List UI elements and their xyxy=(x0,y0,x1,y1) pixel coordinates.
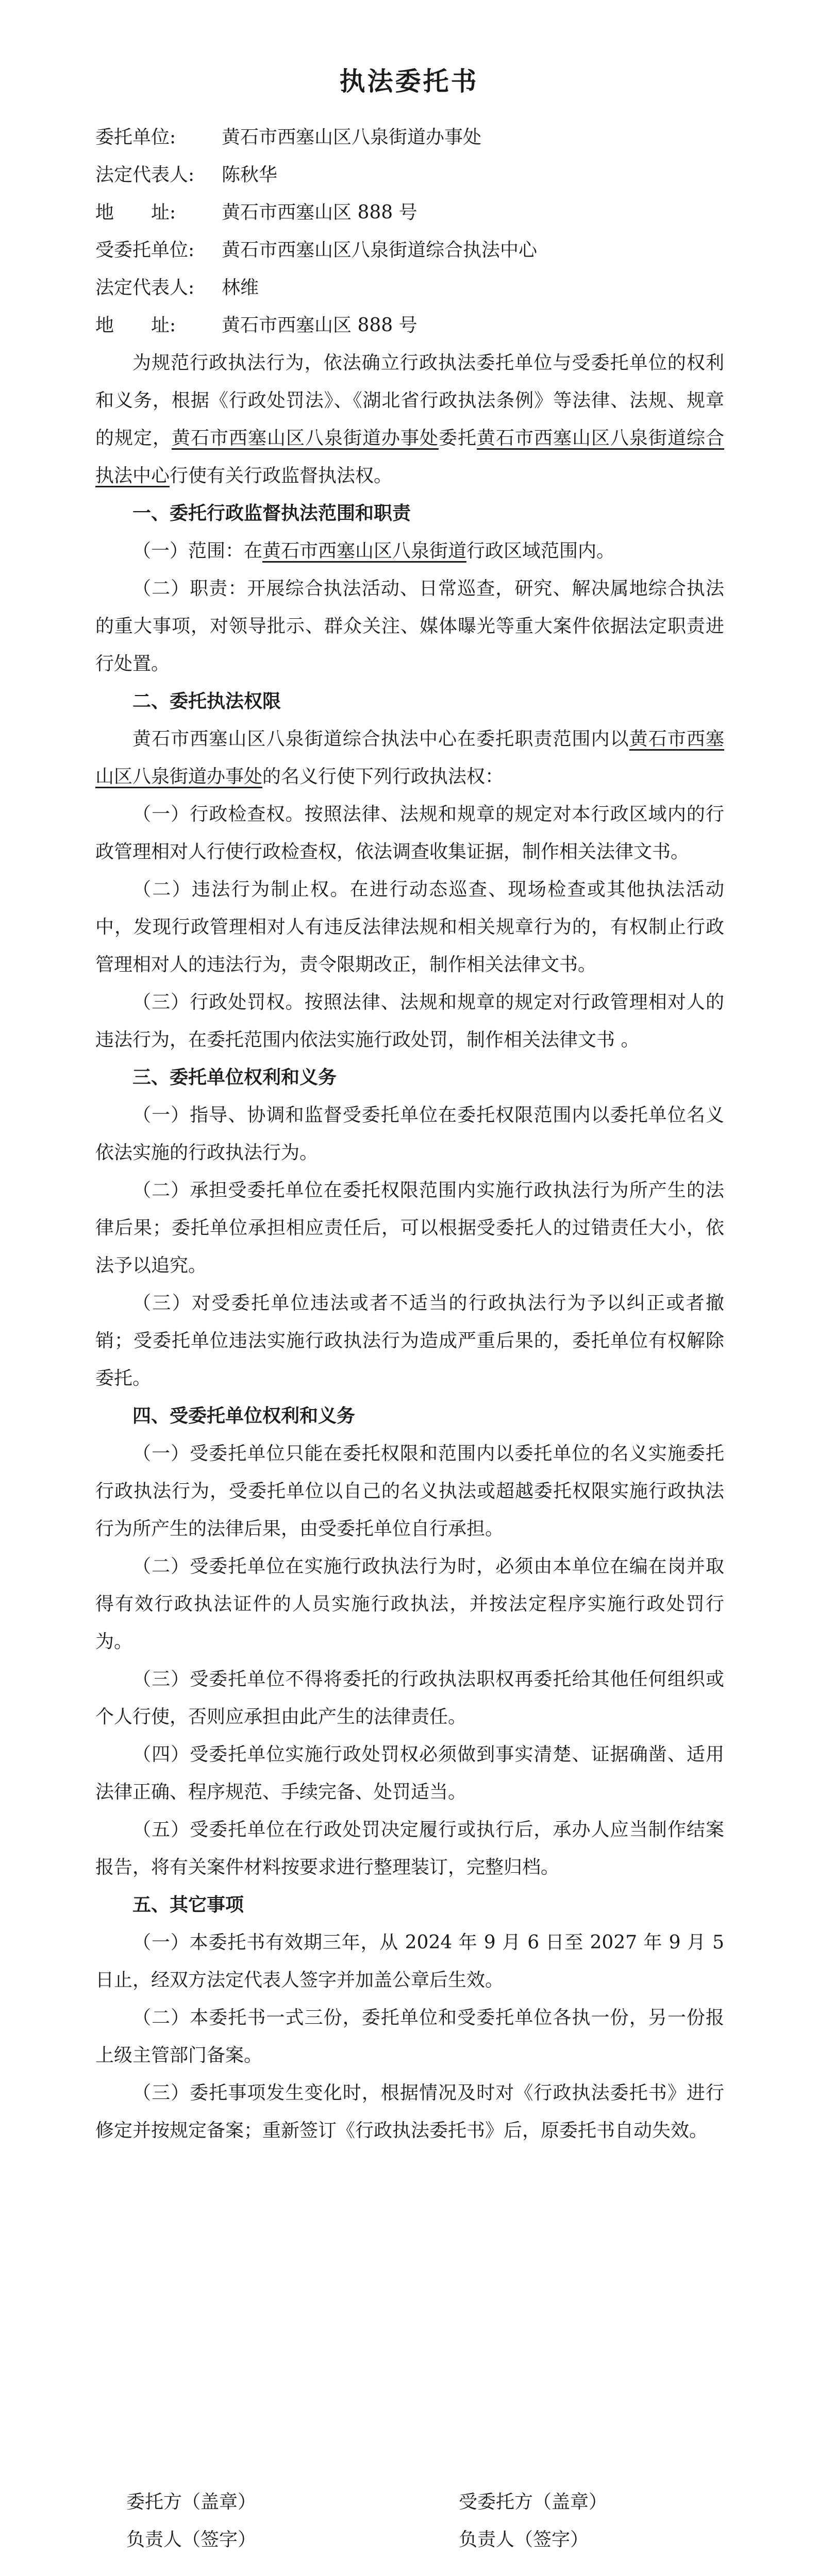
entrusting-unit-underlined: 黄石市西塞山区八泉街道办事处 xyxy=(172,428,439,449)
section-5-item-3: （三）委托事项发生变化时，根据情况及时对《行政执法委托书》进行修定并按规定备案；重新签订《行政执法委托书》后，原委托书自动失效。 xyxy=(95,2082,724,2141)
section-heading-5: 五、其它事项 xyxy=(132,1894,244,1916)
section-4-item-5: （五）受委托单位在行政处罚决定履行或执行后，承办人应当制作结案报告，将有关案件材料按要求进行整理装订，完整归档。 xyxy=(95,1819,724,1878)
header-value: 黄石市西塞山区八泉街道办事处 xyxy=(222,127,482,148)
section-2-item-2: （二）违法行为制止权。在进行动态巡查、现场检查或其他执法活动中，发现行政管理相对人有违反法律法规和相关规章行为的，有权制止行政管理相对人的违法行为，责令限期改正，制作相关法律文书。 xyxy=(95,879,724,975)
header-label: 地 址: xyxy=(95,202,176,223)
intro-text: 为规范行政执法行为，依法确立行政执法委托单位与受委托单位的权利和义务，根据《行政处罚法》、《湖北省行政执法条例》等法律、法规、规章的规定， xyxy=(95,352,724,449)
section-heading-1: 一、委托行政监督执法范围和职责 xyxy=(132,502,411,524)
intro-text: 行使有关行政监督执法权。 xyxy=(170,465,393,486)
header-label: 委托单位: xyxy=(95,127,176,148)
header-value: 黄石市西塞山区 888 号 xyxy=(222,202,418,223)
responsible-sign-label: 负责人（签字） xyxy=(459,2529,589,2550)
section-5-item-2: （二）本委托书一式三份，委托单位和受委托单位各执一份，另一份报上级主管部门备案。 xyxy=(95,2007,724,2066)
document-body xyxy=(95,118,724,2149)
section-4-item-3: （三）受委托单位不得将委托的行政执法职权再委托给其他任何组织或个人行使，否则应承担由此产生的法律责任。 xyxy=(95,1669,724,1727)
header-row xyxy=(95,231,724,269)
header-value: 黄石市西塞山区 888 号 xyxy=(222,315,418,336)
header-label: 受委托单位: xyxy=(95,240,195,261)
section-heading-4: 四、受委托单位权利和义务 xyxy=(132,1405,356,1427)
intro-text: 委托 xyxy=(438,428,477,449)
section-4-item-4: （四）受委托单位实施行政处罚权必须做到事实清楚、证据确凿、适用法律正确、程序规范、手续完备、处罚适当。 xyxy=(95,1744,724,1803)
section-4-item-1: （一）受委托单位只能在委托权限和范围内以委托单位的名义实施委托行政执法行为，受委托单位以自己的名义执法或超越委托权限实施行政执法行为所产生的法律后果，由受委托单位自行承担。 xyxy=(95,1443,724,1539)
header-label: 法定代表人: xyxy=(95,164,195,185)
header-value: 黄石市西塞山区八泉街道综合执法中心 xyxy=(222,240,538,261)
authority-text: 的名义行使下列行政执法权： xyxy=(262,766,504,787)
signature-entrusted-party xyxy=(459,2483,607,2558)
header-value: 林维 xyxy=(222,277,259,298)
section-heading-2: 二、委托执法权限 xyxy=(132,690,281,712)
section-5-item-1: （一）本委托书有效期三年，从 2024 年 9 月 6 日至 2027 年 9 月 5 日止，经双方法定代表人签字并加盖公章后生效。 xyxy=(95,1932,724,1991)
section-2-item-1: （一）行政检查权。按照法律、法规和规章的规定对本行政区域内的行政管理相对人行使行政检查权，依法调查收集证据，制作相关法律文书。 xyxy=(95,804,724,862)
party-seal-label: 受委托方（盖章） xyxy=(459,2492,608,2513)
section-1-scope xyxy=(95,532,724,570)
section-3-item-3: （三）对受委托单位违法或者不适当的行政执法行为予以纠正或者撤销；受委托单位违法实施行政执法行为造成严重后果的，委托单位有权解除委托。 xyxy=(95,1293,724,1389)
header-info xyxy=(95,118,724,344)
header-value: 陈秋华 xyxy=(222,164,278,185)
signature-entrusting-party xyxy=(126,2483,256,2558)
section-heading-3: 三、委托单位权利和义务 xyxy=(132,1066,337,1088)
authority-text: 黄石市西塞山区八泉街道综合执法中心在委托职责范围内以 xyxy=(132,728,629,750)
header-row xyxy=(95,269,724,307)
section-3-item-1: （一）指导、协调和监督受委托单位在委托权限范围内以委托单位名义依法实施的行政执法行为。 xyxy=(95,1105,724,1163)
section-2-intro xyxy=(95,720,724,795)
section-1-duties: （二）职责：开展综合执法活动、日常巡查，研究、解决属地综合执法的重大事项，对领导批示、群众关注、媒体曝光等重大案件依据法定职责进行处置。 xyxy=(95,578,724,674)
intro-paragraph xyxy=(95,344,724,495)
header-row xyxy=(95,118,724,156)
header-row xyxy=(95,307,724,344)
section-3-item-2: （二）承担受委托单位在委托权限范围内实施行政执法行为所产生的法律后果；委托单位承担相应责任后，可以根据受委托人的过错责任大小，依法予以追究。 xyxy=(95,1180,724,1276)
scope-text: （一）范围：在 xyxy=(132,540,263,562)
header-row xyxy=(95,156,724,194)
header-label: 法定代表人: xyxy=(95,277,195,298)
entrusted-unit-underlined: 黄石市西塞山区八泉街道综合执法中心 xyxy=(95,428,724,486)
document-title: 执法委托书 xyxy=(339,66,479,96)
authority-unit-underlined: 黄石市西塞山区八泉街道办事处 xyxy=(95,728,724,787)
header-label: 地 址: xyxy=(95,315,176,336)
scope-text: 行政区域范围内。 xyxy=(466,540,615,562)
section-2-item-3: （三）行政处罚权。按照法律、法规和规章的规定对行政管理相对人的违法行为，在委托范围内依法实施行政处罚，制作相关法律文书 。 xyxy=(95,992,724,1050)
responsible-sign-label: 负责人（签字） xyxy=(126,2529,257,2550)
scope-area-underlined: 黄石市西塞山区八泉街道 xyxy=(262,540,467,562)
section-4-item-2: （二）受委托单位在实施行政执法行为时，必须由本单位在编在岗并取得有效行政执法证件的人员实施行政执法，并按法定程序实施行政处罚行为。 xyxy=(95,1556,724,1652)
header-row xyxy=(95,194,724,231)
party-seal-label: 委托方（盖章） xyxy=(126,2492,257,2513)
